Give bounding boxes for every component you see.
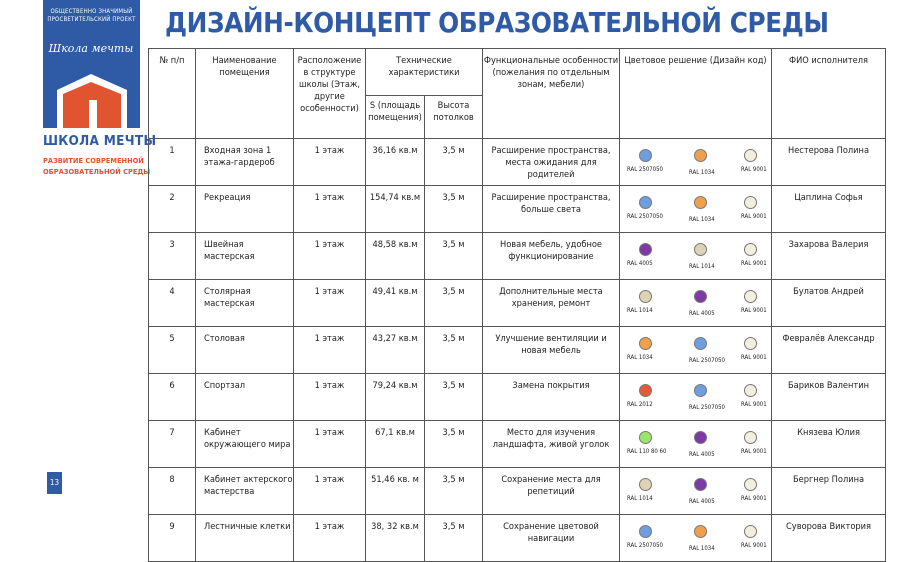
row-num: 1 (149, 139, 196, 186)
color-swatch (639, 149, 652, 162)
row-num: 7 (149, 421, 196, 468)
ral-code: RAL 4005 (689, 310, 715, 317)
ceiling-height: 3,5 м (425, 139, 483, 186)
color-swatch (744, 525, 757, 538)
color-swatch (639, 478, 652, 491)
color-solution (620, 374, 772, 421)
color-swatch (744, 384, 757, 397)
author-name: Бариков Валентин (772, 374, 886, 421)
ral-code: RAL 9001 (741, 260, 767, 267)
color-solution (620, 327, 772, 374)
color-solution (620, 139, 772, 186)
room-location: 1 этаж (294, 186, 366, 233)
ral-code: RAL 2507050 (627, 542, 663, 549)
color-swatch (744, 243, 757, 256)
color-swatch (744, 149, 757, 162)
color-swatch (694, 431, 707, 444)
ral-code: RAL 9001 (741, 354, 767, 361)
row-num: 9 (149, 515, 196, 562)
row-num: 2 (149, 186, 196, 233)
room-area: 51,46 кв. м (366, 468, 425, 515)
room-features: Улучшение вентиляции и новая мебель (483, 327, 620, 374)
color-swatch (639, 337, 652, 350)
room-name: Лестничные клетки (196, 515, 294, 562)
ral-code: RAL 9001 (741, 542, 767, 549)
table-row (149, 468, 886, 515)
header-features: Функциональные особенности (пожелания по отдельным зонам, мебели) (483, 49, 620, 139)
room-area: 36,16 кв.м (366, 139, 425, 186)
page-number: 13 (47, 472, 62, 494)
ral-code: RAL 2012 (627, 401, 653, 408)
room-location: 1 этаж (294, 515, 366, 562)
color-solution (620, 233, 772, 280)
room-location: 1 этаж (294, 233, 366, 280)
room-features: Место для изучения ландшафта, живой уголок (483, 421, 620, 468)
ceiling-height: 3,5 м (425, 515, 483, 562)
header-name: Наименование помещения (196, 49, 294, 139)
room-features: Новая мебель, удобное функционирование (483, 233, 620, 280)
color-solution (620, 515, 772, 562)
room-name: Кабинет окружающего мира (196, 421, 294, 468)
ral-code: RAL 4005 (689, 498, 715, 505)
header-height: Высота потолков (425, 96, 483, 139)
color-swatch (744, 431, 757, 444)
header-area: S (площадь помещения) (366, 96, 425, 139)
room-name: Рекреация (196, 186, 294, 233)
color-swatch (694, 149, 707, 162)
header-tech: Технические характеристики (366, 49, 483, 96)
ral-code: RAL 110 80 60 (627, 448, 667, 455)
color-swatch (744, 478, 757, 491)
color-swatch (744, 196, 757, 209)
room-area: 43,27 кв.м (366, 327, 425, 374)
room-location: 1 этаж (294, 374, 366, 421)
room-location: 1 этаж (294, 327, 366, 374)
room-features: Расширение пространства, места ожидания для родителей (483, 139, 620, 186)
table-row (149, 374, 886, 421)
author-name: Князева Юлия (772, 421, 886, 468)
author-name: Бергнер Полина (772, 468, 886, 515)
ral-code: RAL 9001 (741, 307, 767, 314)
color-solution (620, 280, 772, 327)
ral-code: RAL 2507050 (627, 213, 663, 220)
ceiling-height: 3,5 м (425, 280, 483, 327)
room-area: 67,1 кв.м (366, 421, 425, 468)
ral-code: RAL 1034 (689, 545, 715, 552)
color-solution (620, 186, 772, 233)
table-row (149, 233, 886, 280)
table-row (149, 139, 886, 186)
ceiling-height: 3,5 м (425, 374, 483, 421)
author-name: Захарова Валерия (772, 233, 886, 280)
ral-code: RAL 2507050 (627, 166, 663, 173)
room-area: 48,58 кв.м (366, 233, 425, 280)
row-num: 8 (149, 468, 196, 515)
subtitle-line-2: ОБРАЗОВАТЕЛЬНОЙ СРЕДЫ (43, 167, 151, 176)
room-location: 1 этаж (294, 280, 366, 327)
author-name: Февралёв Александр (772, 327, 886, 374)
room-name: Столовая (196, 327, 294, 374)
ral-code: RAL 9001 (741, 213, 767, 220)
ral-code: RAL 9001 (741, 448, 767, 455)
author-name: Суворова Виктория (772, 515, 886, 562)
room-name: Швейная мастерская (196, 233, 294, 280)
ral-code: RAL 9001 (741, 495, 767, 502)
ceiling-height: 3,5 м (425, 468, 483, 515)
subtitle-line-1: РАЗВИТИЕ СОВРЕМЕННОЙ (43, 156, 144, 165)
ral-code: RAL 4005 (627, 260, 653, 267)
row-num: 4 (149, 280, 196, 327)
ral-code: RAL 4005 (689, 451, 715, 458)
color-swatch (639, 243, 652, 256)
room-features: Дополнительные места хранения, ремонт (483, 280, 620, 327)
color-swatch (694, 290, 707, 303)
page-title: ДИЗАЙН-КОНЦЕПТ ОБРАЗОВАТЕЛЬНОЙ СРЕДЫ (165, 7, 829, 39)
color-swatch (694, 337, 707, 350)
color-swatch (639, 384, 652, 397)
ceiling-height: 3,5 м (425, 421, 483, 468)
ral-code: RAL 1014 (627, 307, 653, 314)
color-swatch (694, 478, 707, 491)
color-solution (620, 468, 772, 515)
color-swatch (639, 525, 652, 538)
ral-code: RAL 1014 (627, 495, 653, 502)
table-row (149, 186, 886, 233)
color-swatch (694, 384, 707, 397)
room-name: Столярная мастерская (196, 280, 294, 327)
ral-code: RAL 2507050 (689, 357, 725, 364)
color-solution (620, 421, 772, 468)
row-num: 3 (149, 233, 196, 280)
school-logo (43, 38, 140, 128)
project-badge (43, 0, 140, 128)
row-num: 6 (149, 374, 196, 421)
ral-code: RAL 1034 (689, 169, 715, 176)
header-num: № п/п (149, 49, 196, 139)
room-name: Входная зона 1 этажа-гардероб (196, 139, 294, 186)
room-features: Сохранение места для репетиций (483, 468, 620, 515)
ral-code: RAL 2507050 (689, 404, 725, 411)
color-swatch (694, 525, 707, 538)
room-name: Спортзал (196, 374, 294, 421)
color-swatch (639, 290, 652, 303)
header-location: Расположение в структуре школы (Этаж, другие особенности) (294, 49, 366, 139)
ral-code: RAL 1014 (689, 263, 715, 270)
room-features: Расширение пространства, больше света (483, 186, 620, 233)
school-title: ШКОЛА МЕЧТЫ (43, 133, 157, 149)
room-area: 154,74 кв.м (366, 186, 425, 233)
header-colors: Цветовое решение (Дизайн код) (620, 49, 772, 139)
ceiling-height: 3,5 м (425, 327, 483, 374)
sidebar (0, 0, 157, 506)
room-name: Кабинет актерского мастерства (196, 468, 294, 515)
room-area: 79,24 кв.м (366, 374, 425, 421)
school-subtitle (43, 155, 150, 177)
design-concept-table (148, 48, 886, 562)
ral-code: RAL 1034 (689, 216, 715, 223)
author-name: Цаплина Софья (772, 186, 886, 233)
author-name: Нестерова Полина (772, 139, 886, 186)
table-row (149, 515, 886, 562)
color-swatch (639, 196, 652, 209)
room-features: Замена покрытия (483, 374, 620, 421)
ral-code: RAL 1034 (627, 354, 653, 361)
table-row (149, 280, 886, 327)
room-features: Сохранение цветовой навигации (483, 515, 620, 562)
room-location: 1 этаж (294, 139, 366, 186)
room-area: 38, 32 кв.м (366, 515, 425, 562)
room-location: 1 этаж (294, 421, 366, 468)
author-name: Булатов Андрей (772, 280, 886, 327)
ral-code: RAL 9001 (741, 401, 767, 408)
ceiling-height: 3,5 м (425, 233, 483, 280)
logo-text: Школа мечты (48, 42, 134, 55)
ral-code: RAL 9001 (741, 166, 767, 173)
color-swatch (744, 337, 757, 350)
header-author: ФИО исполнителя (772, 49, 886, 139)
row-num: 5 (149, 327, 196, 374)
color-swatch (744, 290, 757, 303)
table-row (149, 327, 886, 374)
project-label: ОБЩЕСТВЕННО ЗНАЧИМЫЙ ПРОСВЕТИТЕЛЬСКИЙ ПРОЕКТ (47, 8, 136, 23)
room-location: 1 этаж (294, 468, 366, 515)
color-swatch (694, 196, 707, 209)
ceiling-height: 3,5 м (425, 186, 483, 233)
color-swatch (639, 431, 652, 444)
room-area: 49,41 кв.м (366, 280, 425, 327)
color-swatch (694, 243, 707, 256)
table-row (149, 421, 886, 468)
